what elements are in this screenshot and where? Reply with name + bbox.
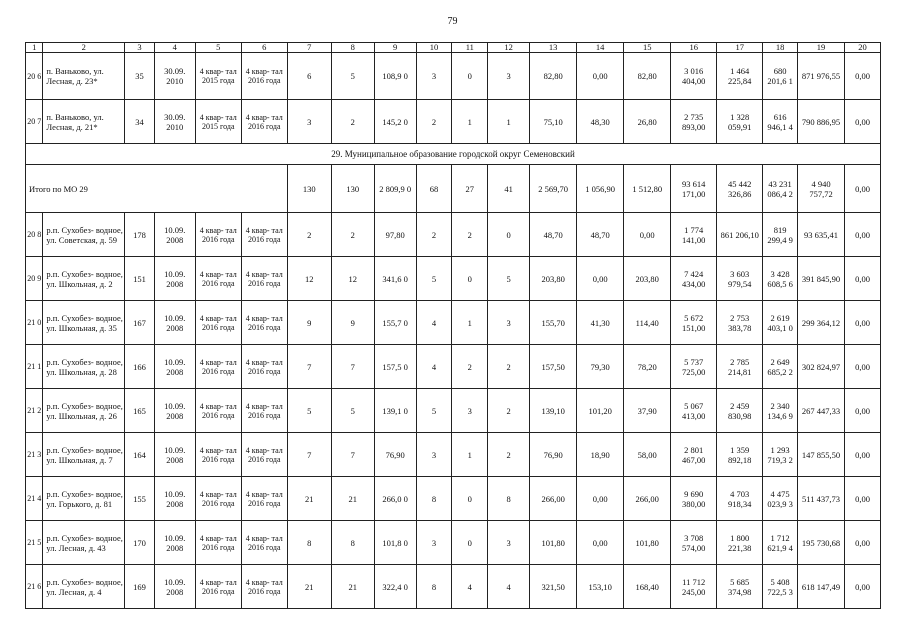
column-number: 1 — [26, 43, 43, 53]
column-number: 15 — [624, 43, 671, 53]
value-cell-c3: 167 — [125, 301, 155, 345]
section-title: 29. Муниципальное образование городской округ Семеновский — [26, 144, 881, 165]
value-cell-c7: 6 — [287, 53, 331, 100]
column-number: 17 — [717, 43, 763, 53]
value-cell-c17: 1 464 225,84 — [717, 53, 763, 100]
value-cell-c10: 2 — [416, 213, 452, 257]
value-cell-c15: 37,90 — [624, 389, 671, 433]
value-cell-c13: 48,70 — [530, 213, 577, 257]
value-cell-c13: 139,10 — [530, 389, 577, 433]
value-cell-c19: 195 730,68 — [798, 521, 845, 565]
value-cell-c10: 8 — [416, 477, 452, 521]
value-cell-c13: 321,50 — [530, 565, 577, 609]
value-cell-c17: 3 603 979,54 — [717, 257, 763, 301]
value-cell-c3: 155 — [125, 477, 155, 521]
value-cell-c4: 30.09. 2010 — [154, 53, 195, 100]
value-cell-c3: 164 — [125, 433, 155, 477]
value-cell-c16: 3 708 574,00 — [671, 521, 717, 565]
value-cell-c4: 10.09. 2008 — [154, 301, 195, 345]
value-cell-c3: 35 — [125, 53, 155, 100]
table-row — [26, 213, 881, 257]
value-cell-c16: 1 774 141,00 — [671, 213, 717, 257]
column-number: 2 — [43, 43, 125, 53]
value-cell-c7: 12 — [287, 257, 331, 301]
table-row — [26, 565, 881, 609]
value-cell-c5: 4 квар- тал 2016 года — [195, 389, 241, 433]
value-cell-c3: 178 — [125, 213, 155, 257]
value-cell-c6: 4 квар- тал 2016 года — [241, 433, 287, 477]
table-row — [26, 521, 881, 565]
value-cell-c7: 8 — [287, 521, 331, 565]
value-cell-c8: 8 — [331, 521, 374, 565]
value-cell-c14: 0,00 — [577, 477, 624, 521]
value-cell-c9: 266,0 0 — [374, 477, 416, 521]
value-cell-c16: 2 735 893,00 — [671, 100, 717, 144]
value-cell-c13: 203,80 — [530, 257, 577, 301]
value-cell-c5: 4 квар- тал 2016 года — [195, 477, 241, 521]
value-cell-c4: 30.09. 2010 — [154, 100, 195, 144]
value-cell-c15: 26,80 — [624, 100, 671, 144]
value-cell-c20: 0,00 — [845, 53, 881, 100]
value-cell-c16: 5 067 413,00 — [671, 389, 717, 433]
value-cell-c5: 4 квар- тал 2016 года — [195, 521, 241, 565]
value-cell-c14: 48,70 — [577, 213, 624, 257]
value-cell-c4: 10.09. 2008 — [154, 257, 195, 301]
value-cell-c18: 2 340 134,6 9 — [763, 389, 798, 433]
column-number: 12 — [488, 43, 530, 53]
value-cell-c20: 0,00 — [845, 565, 881, 609]
value-cell-c8: 9 — [331, 301, 374, 345]
value-cell-c9: 97,80 — [374, 213, 416, 257]
table-row — [26, 433, 881, 477]
value-cell-c12: 8 — [488, 477, 530, 521]
value-cell-c17: 1 359 892,18 — [717, 433, 763, 477]
value-cell-c12: 5 — [488, 257, 530, 301]
value-cell-c11: 3 — [452, 389, 488, 433]
total-label: Итого по МО 29 — [26, 165, 288, 213]
value-cell-c17: 5 685 374,98 — [717, 565, 763, 609]
value-cell-c11: 2 — [452, 345, 488, 389]
value-cell-c10: 3 — [416, 53, 452, 100]
value-cell-c14: 101,20 — [577, 389, 624, 433]
value-cell-c11: 4 — [452, 565, 488, 609]
value-cell-c14: 79,30 — [577, 345, 624, 389]
value-cell-c14: 0,00 — [577, 521, 624, 565]
table-row — [26, 301, 881, 345]
table-row — [26, 53, 881, 100]
value-cell-c8: 21 — [331, 477, 374, 521]
total-value-c10: 68 — [416, 165, 452, 213]
value-cell-c12: 2 — [488, 389, 530, 433]
value-cell-c12: 2 — [488, 433, 530, 477]
value-cell-c3: 165 — [125, 389, 155, 433]
value-cell-c19: 93 635,41 — [798, 213, 845, 257]
value-cell-c12: 4 — [488, 565, 530, 609]
value-cell-c3: 166 — [125, 345, 155, 389]
value-cell-c12: 3 — [488, 53, 530, 100]
value-cell-c11: 1 — [452, 301, 488, 345]
value-cell-c18: 819 299,4 9 — [763, 213, 798, 257]
value-cell-c19: 871 976,55 — [798, 53, 845, 100]
value-cell-c5: 4 квар- тал 2016 года — [195, 213, 241, 257]
value-cell-c11: 0 — [452, 521, 488, 565]
value-cell-c11: 1 — [452, 433, 488, 477]
value-cell-c5: 4 квар- тал 2015 года — [195, 53, 241, 100]
value-cell-c19: 299 364,12 — [798, 301, 845, 345]
value-cell-c18: 5 408 722,5 3 — [763, 565, 798, 609]
table-row — [26, 257, 881, 301]
address-cell: р.п. Сухобез- водное, ул. Школьная, д. 7 — [43, 433, 125, 477]
row-number: 21 2 — [26, 389, 43, 433]
value-cell-c11: 2 — [452, 213, 488, 257]
value-cell-c20: 0,00 — [845, 477, 881, 521]
address-cell: р.п. Сухобез- водное, ул. Школьная, д. 26 — [43, 389, 125, 433]
value-cell-c15: 114,40 — [624, 301, 671, 345]
value-cell-c5: 4 квар- тал 2016 года — [195, 257, 241, 301]
value-cell-c8: 5 — [331, 53, 374, 100]
column-number: 13 — [530, 43, 577, 53]
value-cell-c12: 3 — [488, 301, 530, 345]
value-cell-c4: 10.09. 2008 — [154, 345, 195, 389]
total-value-c11: 27 — [452, 165, 488, 213]
value-cell-c8: 2 — [331, 213, 374, 257]
value-cell-c10: 3 — [416, 521, 452, 565]
value-cell-c17: 861 206,10 — [717, 213, 763, 257]
value-cell-c16: 11 712 245,00 — [671, 565, 717, 609]
value-cell-c20: 0,00 — [845, 257, 881, 301]
column-number: 8 — [331, 43, 374, 53]
value-cell-c18: 4 475 023,9 3 — [763, 477, 798, 521]
value-cell-c3: 151 — [125, 257, 155, 301]
total-value-c14: 1 056,90 — [577, 165, 624, 213]
value-cell-c10: 2 — [416, 100, 452, 144]
value-cell-c18: 2 649 685,2 2 — [763, 345, 798, 389]
value-cell-c7: 2 — [287, 213, 331, 257]
value-cell-c19: 391 845,90 — [798, 257, 845, 301]
table-row — [26, 345, 881, 389]
value-cell-c15: 101,80 — [624, 521, 671, 565]
value-cell-c9: 139,1 0 — [374, 389, 416, 433]
value-cell-c11: 0 — [452, 53, 488, 100]
address-cell: р.п. Сухобез- водное, ул. Лесная, д. 43 — [43, 521, 125, 565]
value-cell-c8: 21 — [331, 565, 374, 609]
value-cell-c9: 322,4 0 — [374, 565, 416, 609]
row-number: 21 0 — [26, 301, 43, 345]
total-value-c17: 45 442 326,86 — [717, 165, 763, 213]
value-cell-c13: 101,80 — [530, 521, 577, 565]
value-cell-c14: 41,30 — [577, 301, 624, 345]
column-number: 3 — [125, 43, 155, 53]
column-number: 7 — [287, 43, 331, 53]
value-cell-c8: 7 — [331, 433, 374, 477]
column-number: 16 — [671, 43, 717, 53]
value-cell-c18: 1 712 621,9 4 — [763, 521, 798, 565]
column-number: 18 — [763, 43, 798, 53]
value-cell-c17: 4 703 918,34 — [717, 477, 763, 521]
total-value-c16: 93 614 171,00 — [671, 165, 717, 213]
value-cell-c9: 157,5 0 — [374, 345, 416, 389]
value-cell-c14: 48,30 — [577, 100, 624, 144]
row-number: 20 7 — [26, 100, 43, 144]
row-number: 20 9 — [26, 257, 43, 301]
value-cell-c17: 1 328 059,91 — [717, 100, 763, 144]
value-cell-c3: 34 — [125, 100, 155, 144]
value-cell-c18: 616 946,1 4 — [763, 100, 798, 144]
page-number: 79 — [447, 16, 458, 27]
value-cell-c17: 1 800 221,38 — [717, 521, 763, 565]
value-cell-c16: 5 672 151,00 — [671, 301, 717, 345]
total-value-c12: 41 — [488, 165, 530, 213]
row-number: 20 8 — [26, 213, 43, 257]
value-cell-c18: 3 428 608,5 6 — [763, 257, 798, 301]
column-number: 4 — [154, 43, 195, 53]
address-cell: р.п. Сухобез- водное, ул. Советская, д. 59 — [43, 213, 125, 257]
column-number-row — [26, 43, 881, 53]
value-cell-c17: 2 753 383,78 — [717, 301, 763, 345]
total-value-c8: 130 — [331, 165, 374, 213]
value-cell-c12: 0 — [488, 213, 530, 257]
total-value-c18: 43 231 086,4 2 — [763, 165, 798, 213]
row-number: 21 5 — [26, 521, 43, 565]
value-cell-c17: 2 785 214,81 — [717, 345, 763, 389]
value-cell-c18: 680 201,6 1 — [763, 53, 798, 100]
value-cell-c20: 0,00 — [845, 213, 881, 257]
value-cell-c16: 3 016 404,00 — [671, 53, 717, 100]
value-cell-c12: 2 — [488, 345, 530, 389]
value-cell-c15: 78,20 — [624, 345, 671, 389]
value-cell-c19: 511 437,73 — [798, 477, 845, 521]
total-value-c15: 1 512,80 — [624, 165, 671, 213]
table-row — [26, 477, 881, 521]
value-cell-c5: 4 квар- тал 2015 года — [195, 100, 241, 144]
row-number: 20 6 — [26, 53, 43, 100]
value-cell-c14: 0,00 — [577, 53, 624, 100]
value-cell-c9: 145,2 0 — [374, 100, 416, 144]
value-cell-c20: 0,00 — [845, 100, 881, 144]
value-cell-c19: 267 447,33 — [798, 389, 845, 433]
value-cell-c15: 168,40 — [624, 565, 671, 609]
value-cell-c10: 4 — [416, 345, 452, 389]
address-cell: р.п. Сухобез- водное, ул. Горького, д. 81 — [43, 477, 125, 521]
total-row — [26, 165, 881, 213]
value-cell-c8: 7 — [331, 345, 374, 389]
value-cell-c16: 9 690 380,00 — [671, 477, 717, 521]
value-cell-c16: 5 737 725,00 — [671, 345, 717, 389]
value-cell-c9: 76,90 — [374, 433, 416, 477]
value-cell-c6: 4 квар- тал 2016 года — [241, 53, 287, 100]
total-value-c13: 2 569,70 — [530, 165, 577, 213]
address-cell: п. Ваньково, ул. Лесная, д. 21* — [43, 100, 125, 144]
table-row — [26, 100, 881, 144]
value-cell-c5: 4 квар- тал 2016 года — [195, 433, 241, 477]
housing-table — [25, 42, 881, 609]
value-cell-c10: 5 — [416, 389, 452, 433]
value-cell-c7: 21 — [287, 477, 331, 521]
value-cell-c10: 3 — [416, 433, 452, 477]
value-cell-c15: 266,00 — [624, 477, 671, 521]
value-cell-c15: 0,00 — [624, 213, 671, 257]
value-cell-c20: 0,00 — [845, 301, 881, 345]
total-value-c7: 130 — [287, 165, 331, 213]
value-cell-c4: 10.09. 2008 — [154, 433, 195, 477]
value-cell-c18: 1 293 719,3 2 — [763, 433, 798, 477]
value-cell-c4: 10.09. 2008 — [154, 477, 195, 521]
total-value-c9: 2 809,9 0 — [374, 165, 416, 213]
value-cell-c6: 4 квар- тал 2016 года — [241, 257, 287, 301]
column-number: 19 — [798, 43, 845, 53]
row-number: 21 4 — [26, 477, 43, 521]
value-cell-c6: 4 квар- тал 2016 года — [241, 477, 287, 521]
value-cell-c7: 7 — [287, 345, 331, 389]
value-cell-c19: 302 824,97 — [798, 345, 845, 389]
value-cell-c20: 0,00 — [845, 345, 881, 389]
value-cell-c17: 2 459 830,98 — [717, 389, 763, 433]
value-cell-c9: 108,9 0 — [374, 53, 416, 100]
value-cell-c3: 170 — [125, 521, 155, 565]
value-cell-c6: 4 квар- тал 2016 года — [241, 565, 287, 609]
column-number: 9 — [374, 43, 416, 53]
value-cell-c15: 82,80 — [624, 53, 671, 100]
value-cell-c3: 169 — [125, 565, 155, 609]
value-cell-c6: 4 квар- тал 2016 года — [241, 521, 287, 565]
value-cell-c7: 21 — [287, 565, 331, 609]
value-cell-c16: 7 424 434,00 — [671, 257, 717, 301]
value-cell-c4: 10.09. 2008 — [154, 521, 195, 565]
value-cell-c14: 0,00 — [577, 257, 624, 301]
address-cell: р.п. Сухобез- водное, ул. Школьная, д. 35 — [43, 301, 125, 345]
value-cell-c13: 82,80 — [530, 53, 577, 100]
address-cell: р.п. Сухобез- водное, ул. Школьная, д. 28 — [43, 345, 125, 389]
value-cell-c6: 4 квар- тал 2016 года — [241, 100, 287, 144]
value-cell-c19: 618 147,49 — [798, 565, 845, 609]
address-cell: р.п. Сухобез- водное, ул. Школьная, д. 2 — [43, 257, 125, 301]
value-cell-c4: 10.09. 2008 — [154, 565, 195, 609]
value-cell-c12: 3 — [488, 521, 530, 565]
value-cell-c8: 2 — [331, 100, 374, 144]
column-number: 20 — [845, 43, 881, 53]
value-cell-c19: 790 886,95 — [798, 100, 845, 144]
value-cell-c20: 0,00 — [845, 389, 881, 433]
value-cell-c9: 101,8 0 — [374, 521, 416, 565]
value-cell-c14: 153,10 — [577, 565, 624, 609]
column-number: 5 — [195, 43, 241, 53]
value-cell-c10: 8 — [416, 565, 452, 609]
value-cell-c18: 2 619 403,1 0 — [763, 301, 798, 345]
value-cell-c6: 4 квар- тал 2016 года — [241, 389, 287, 433]
value-cell-c5: 4 квар- тал 2016 года — [195, 345, 241, 389]
value-cell-c15: 203,80 — [624, 257, 671, 301]
value-cell-c6: 4 квар- тал 2016 года — [241, 345, 287, 389]
column-number: 10 — [416, 43, 452, 53]
value-cell-c10: 4 — [416, 301, 452, 345]
value-cell-c13: 75,10 — [530, 100, 577, 144]
value-cell-c20: 0,00 — [845, 521, 881, 565]
value-cell-c16: 2 801 467,00 — [671, 433, 717, 477]
value-cell-c13: 76,90 — [530, 433, 577, 477]
value-cell-c4: 10.09. 2008 — [154, 389, 195, 433]
row-number: 21 6 — [26, 565, 43, 609]
row-number: 21 1 — [26, 345, 43, 389]
value-cell-c13: 157,50 — [530, 345, 577, 389]
value-cell-c5: 4 квар- тал 2016 года — [195, 565, 241, 609]
column-number: 6 — [241, 43, 287, 53]
value-cell-c12: 1 — [488, 100, 530, 144]
value-cell-c11: 0 — [452, 477, 488, 521]
value-cell-c6: 4 квар- тал 2016 года — [241, 213, 287, 257]
value-cell-c5: 4 квар- тал 2016 года — [195, 301, 241, 345]
value-cell-c10: 5 — [416, 257, 452, 301]
value-cell-c11: 0 — [452, 257, 488, 301]
value-cell-c7: 3 — [287, 100, 331, 144]
value-cell-c20: 0,00 — [845, 433, 881, 477]
value-cell-c19: 147 855,50 — [798, 433, 845, 477]
value-cell-c7: 9 — [287, 301, 331, 345]
value-cell-c7: 5 — [287, 389, 331, 433]
value-cell-c13: 266,00 — [530, 477, 577, 521]
column-number: 11 — [452, 43, 488, 53]
column-number: 14 — [577, 43, 624, 53]
value-cell-c14: 18,90 — [577, 433, 624, 477]
value-cell-c8: 12 — [331, 257, 374, 301]
total-value-c19: 4 940 757,72 — [798, 165, 845, 213]
table-row — [26, 389, 881, 433]
row-number: 21 3 — [26, 433, 43, 477]
value-cell-c8: 5 — [331, 389, 374, 433]
value-cell-c11: 1 — [452, 100, 488, 144]
value-cell-c15: 58,00 — [624, 433, 671, 477]
value-cell-c6: 4 квар- тал 2016 года — [241, 301, 287, 345]
value-cell-c13: 155,70 — [530, 301, 577, 345]
address-cell: п. Ваньково, ул. Лесная, д. 23* — [43, 53, 125, 100]
value-cell-c4: 10.09. 2008 — [154, 213, 195, 257]
value-cell-c9: 155,7 0 — [374, 301, 416, 345]
total-value-c20: 0,00 — [845, 165, 881, 213]
address-cell: р.п. Сухобез- водное, ул. Лесная, д. 4 — [43, 565, 125, 609]
value-cell-c9: 341,6 0 — [374, 257, 416, 301]
section-row — [26, 144, 881, 165]
value-cell-c7: 7 — [287, 433, 331, 477]
